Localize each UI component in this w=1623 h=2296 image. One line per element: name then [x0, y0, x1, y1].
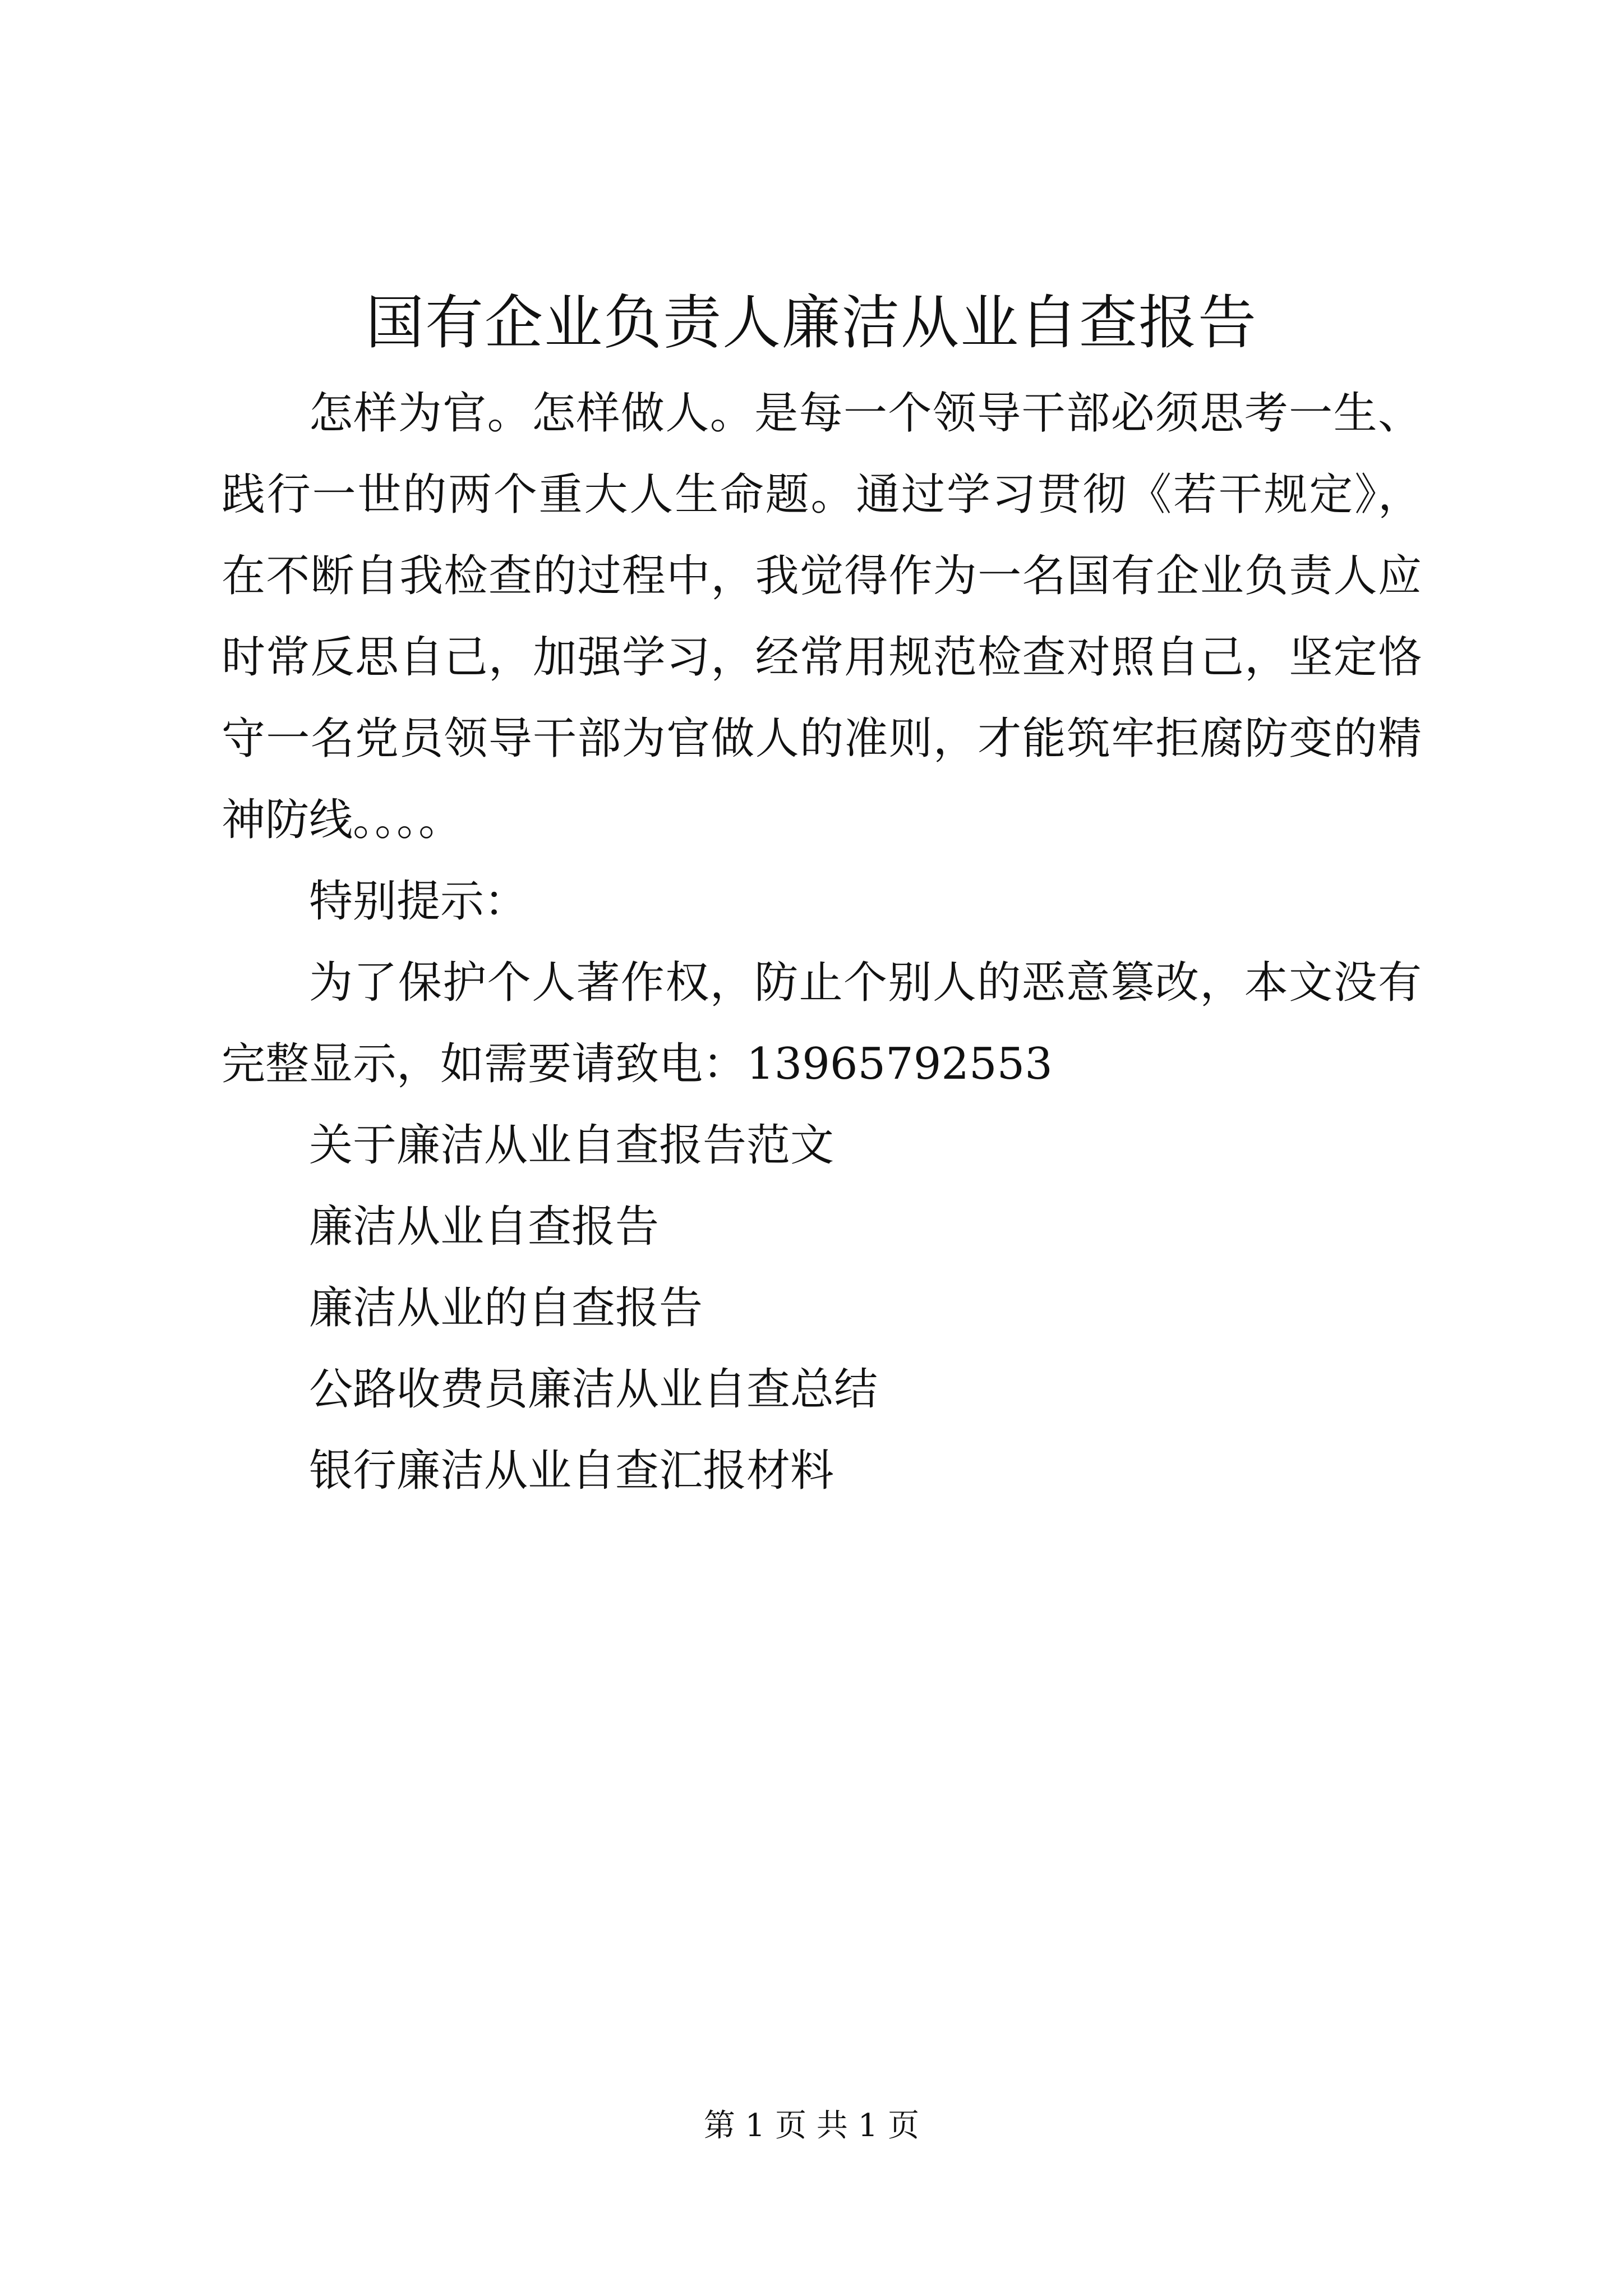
related-title-5: 银行廉洁从业自查汇报材料: [309, 1446, 834, 1496]
page-number-footer: 第 1 页 共 1 页: [703, 2108, 920, 2144]
document-body: [222, 373, 1422, 1512]
related-title-4: 公路收费员廉洁从业自查总结: [309, 1364, 878, 1415]
intro-paragraph: 怎样为官。怎样做人。是每一个领导干部必须思考一生、践行一世的两个重大人生命题。通过学习贯彻《若干规定》，在不断自我检查的过程中，我觉得作为一名国有企业负责人应时常反思自己，加强学习，经常用规范检查对照自己，坚定恪守一名党员领导干部为官做人的准则，才能筑牢拒腐防变的精神防线。。。。: [222, 388, 1422, 845]
related-title-1: 关于廉洁从业自查报告范文: [309, 1120, 834, 1171]
notice-heading: 特别提示：: [309, 876, 528, 927]
document-title: 国有企业负责人廉洁从业自查报告: [365, 288, 1257, 357]
related-title-2: 廉洁从业自查报告: [309, 1202, 660, 1252]
related-title-3: 廉洁从业的自查报告: [309, 1283, 703, 1333]
notice-paragraph: 为了保护个人著作权，防止个别人的恶意篡改，本文没有完整显示，如需要请致电：13965792553: [222, 958, 1422, 1089]
